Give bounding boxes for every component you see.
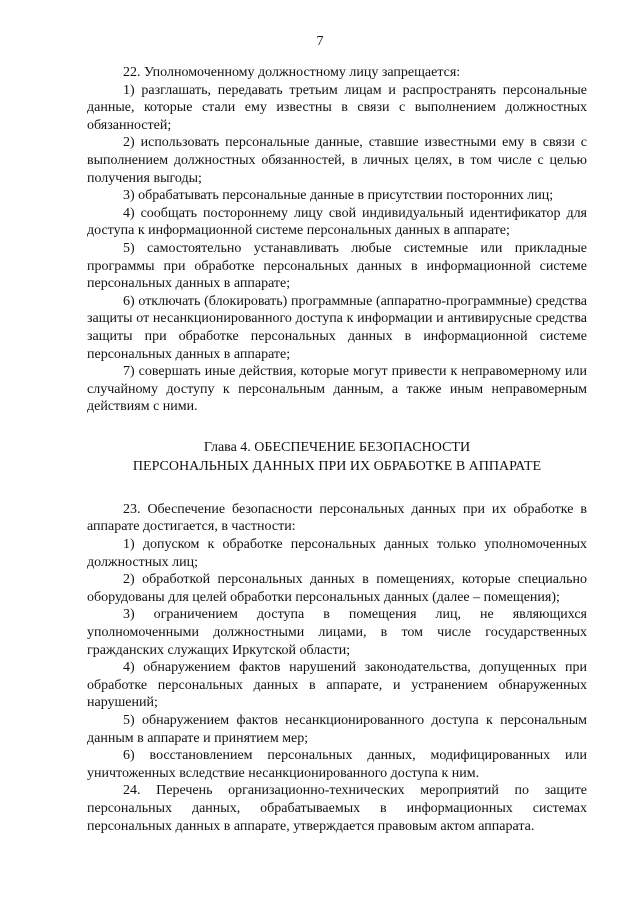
clause-23-item-3: 3) ограничением доступа в помещения лиц, не являющихся уполномоченными должностными лицами, в том числе государственных гражданских служащих Иркутской области;: [87, 607, 587, 658]
page-number: 7: [316, 34, 324, 49]
clause-22-item-3: 3) обрабатывать персональные данные в присутствии посторонних лиц;: [123, 188, 554, 204]
clause-23-item-2: 2) обработкой персональных данных в помещениях, которые специально оборудованы для целей обработки персональных данных (далее – помещения);: [87, 572, 587, 605]
clause-22-item-1: 1) разглашать, передавать третьим лицам и распространять персональные данные, которые стали ему известны в связи с выполнением должностных обязанностей;: [87, 82, 587, 133]
clause-22-item-5: 5) самостоятельно устанавливать любые системные или прикладные программы при обработке персональных данных в информационной системе персональных данных в аппарате;: [87, 240, 587, 292]
chapter-4-heading: [87, 438, 587, 476]
clause-22-item-7: 7) совершать иные действия, которые могут привести к неправомерному или случайному доступу к персональным данным, а также иным неправомерным действиям с ними.: [87, 364, 587, 415]
clause-23-item-4: 4) обнаружением фактов нарушений законодательства, допущенных при обработке персональных данных в аппарате, и устранением обнаруженных нарушений;: [87, 660, 587, 711]
chapter-4-title-line-2: ПЕРСОНАЛЬНЫХ ДАННЫХ ПРИ ИХ ОБРАБОТКЕ В АППАРАТЕ: [132, 458, 542, 474]
clause-23-item-5: 5) обнаружением фактов несанкционированного доступа к персональным данным в аппарате и принятием мер;: [87, 713, 587, 746]
clause-23-item-1: 1) допуском к обработке персональных данных только уполномоченных должностных лиц;: [87, 537, 587, 570]
clause-23-intro: 23. Обеспечение безопасности персональных данных при их обработке в аппарате достигается, в частности:: [87, 501, 587, 535]
clause-22-item-4: 4) сообщать постороннему лицу свой индивидуальный идентификатор для доступа к информационной системе персональных данных в аппарате;: [87, 205, 587, 239]
document-body: [87, 64, 587, 835]
clause-22-item-6: 6) отключать (блокировать) программные (аппаратно-программные) средства защиты от несанкционированного доступа к информации и антивирусные средства защиты при обработке персональных данных в информационной системе персональных данных в аппарате;: [87, 293, 587, 362]
clause-22-intro: 22. Уполномоченному должностному лицу запрещается:: [123, 65, 461, 80]
clause-23-item-6: 6) восстановлением персональных данных, модифицированных или уничтоженных вследствие несанкционированного доступа к ним.: [87, 748, 587, 781]
clause-24: 24. Перечень организационно-технических мероприятий по защите персональных данных, обрабатываемых в информационных системах персональных данных в аппарате, утверждается правовым актом аппарата.: [87, 783, 587, 834]
clause-22-item-2: 2) использовать персональные данные, ставшие известными ему в связи с выполнением должностных обязанностей, в личных целях, в том числе с целью получения выгоды;: [87, 135, 587, 186]
chapter-4-title-line-1: Глава 4. ОБЕСПЕЧЕНИЕ БЕЗОПАСНОСТИ: [203, 439, 471, 455]
